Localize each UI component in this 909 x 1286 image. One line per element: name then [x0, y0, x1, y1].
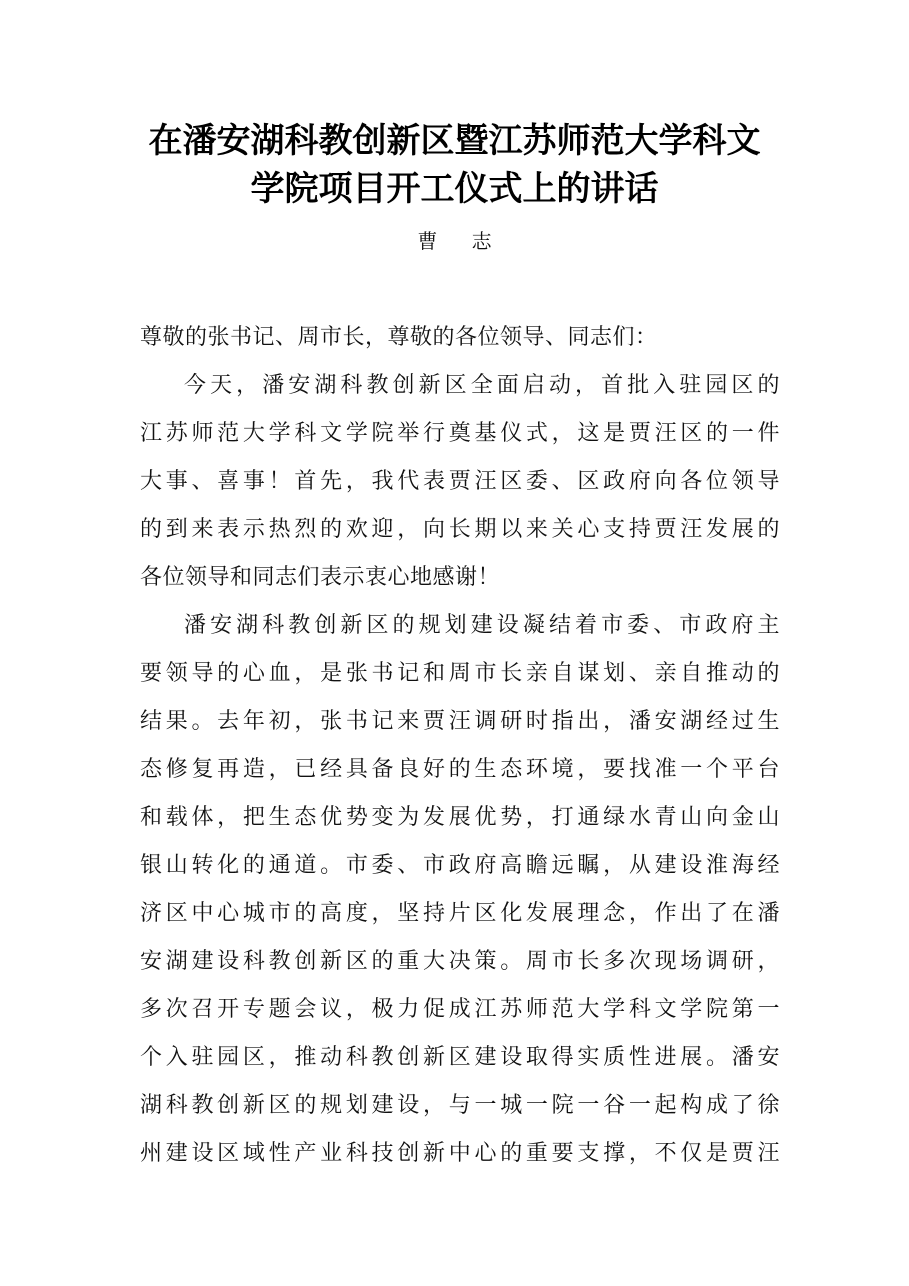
text-line: 江苏师范大学科文学院举行奠基仪式，这是贾汪区的一件	[140, 421, 780, 446]
text-line: 安湖建设科教创新区的重大决策。周市长多次现场调研，	[140, 949, 780, 974]
text-line: 湖科教创新区的规划建设，与一城一院一谷一起构成了徐	[140, 1093, 780, 1118]
salutation	[140, 314, 780, 362]
text-line: 多次召开专题会议，极力促成江苏师范大学科文学院第一	[140, 997, 780, 1022]
text-line: 结果。去年初，张书记来贾汪调研时指出，潘安湖经过生	[140, 709, 780, 734]
text-line: 的到来表示热烈的欢迎，向长期以来关心支持贾汪发展的	[140, 517, 780, 542]
text-line: 潘安湖科教创新区的规划建设凝结着市委、市政府主	[184, 613, 780, 638]
text-line: 态修复再造，已经具备良好的生态环境，要找准一个平台	[140, 757, 780, 782]
document-title-line-2: 学院项目开工仪式上的讲话	[250, 169, 659, 209]
text-line: 个入驻园区，推动科教创新区建设取得实质性进展。潘安	[140, 1045, 780, 1070]
text-line: 和载体，把生态优势变为发展优势，打通绿水青山向金山	[140, 805, 780, 830]
text-line: 银山转化的通道。市委、市政府高瞻远瞩，从建设淮海经	[140, 853, 780, 878]
author-name: 曹 志	[417, 229, 506, 253]
document-title-line-1: 在潘安湖科教创新区暨江苏师范大学科文	[148, 121, 761, 161]
paragraph-1	[140, 362, 780, 602]
text-line: 尊敬的张书记、周市长，尊敬的各位领导、同志们：	[140, 325, 658, 350]
text-line: 要领导的心血，是张书记和周市长亲自谋划、亲自推动的	[140, 661, 780, 686]
text-line: 各位领导和同志们表示衷心地感谢！	[140, 565, 501, 590]
paragraph-2	[140, 602, 780, 1178]
text-line: 今天，潘安湖科教创新区全面启动，首批入驻园区的	[184, 373, 780, 398]
text-line: 大事、喜事！首先，我代表贾汪区委、区政府向各位领导	[140, 469, 780, 494]
text-line: 济区中心城市的高度，坚持片区化发展理念，作出了在潘	[140, 901, 780, 926]
text-line: 州建设区域性产业科技创新中心的重要支撑，不仅是贾汪	[140, 1141, 780, 1166]
